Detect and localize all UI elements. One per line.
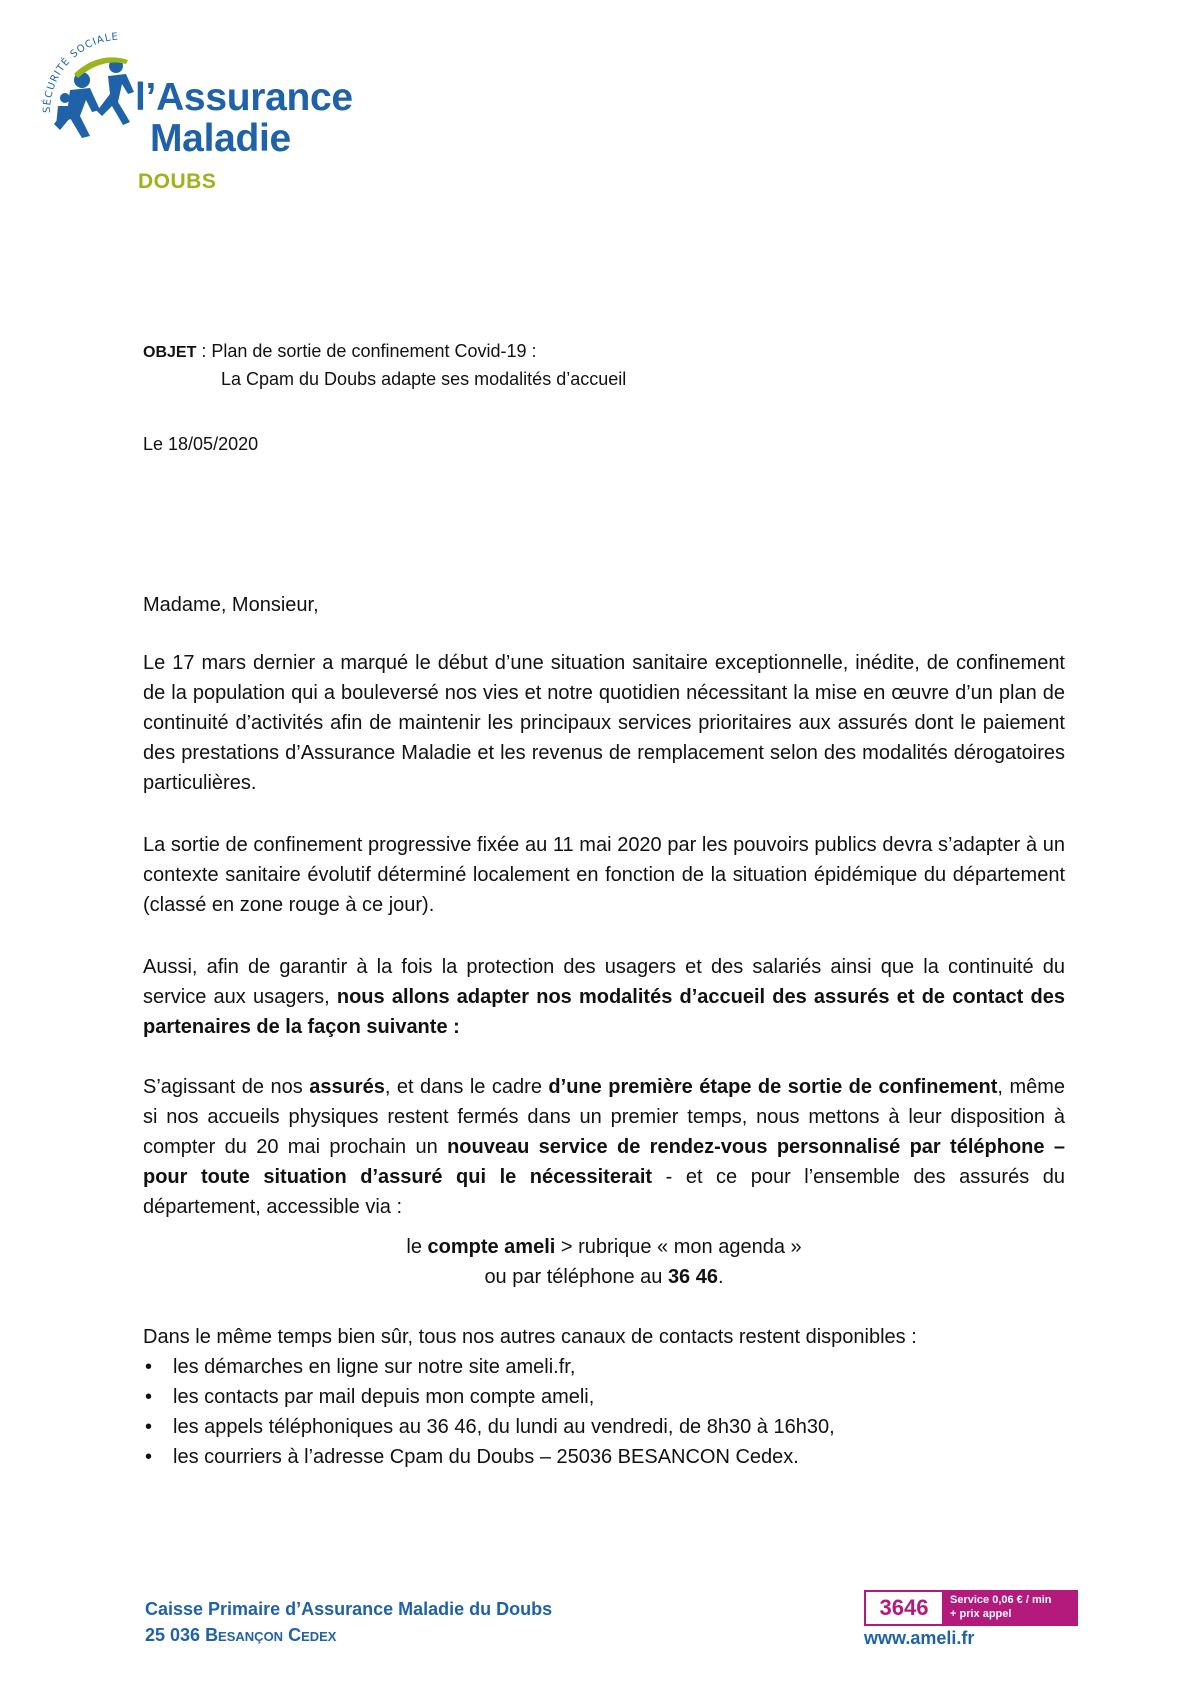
paragraph-3 <box>143 952 1065 1042</box>
paragraph-1-text: Le 17 mars dernier a marqué le début d’une situation sanitaire exceptionnelle, inédite, de confinement de la population qui a bouleversé nos vies et notre quotidien nécessitant la mise en œuvre d’un plan de continuité d’activités afin de maintenir les principaux services prioritaires aux assurés dont le paiement des prestations d’Assurance Maladie et les revenus de remplacement selon des modalités dérogatoires particulières. <box>143 652 1065 794</box>
paragraph-1 <box>143 648 1065 798</box>
paragraph-2 <box>143 830 1065 920</box>
footer-city: Besançon Cedex <box>205 1625 337 1645</box>
list-item: • les contacts par mail depuis mon compte ameli, <box>143 1382 1065 1412</box>
logo-wordmark-line2: Maladie <box>150 117 291 160</box>
salutation: Madame, Monsieur, <box>143 594 319 616</box>
p4-e: , même si nos accueils physiques restent fermés dans un premier temps, nous mettons à leur disposition à compter du 20 mai prochain un <box>143 1076 1066 1158</box>
access-l2a: ou par téléphone au <box>484 1266 668 1288</box>
footer-org: Caisse Primaire d’Assurance Maladie du Doubs <box>145 1599 553 1619</box>
channels-list <box>143 1352 1065 1472</box>
tariff-line-1: Service 0,06 € / min <box>950 1594 1052 1606</box>
paragraph-3-emphasis: nous allons adapter nos modalités d’accueil des assurés et de contact des partenaires de la façon suivante : <box>143 986 1065 1038</box>
access-info <box>143 1232 1065 1292</box>
access-line-2 <box>143 1262 1065 1292</box>
p4-g: - et ce pour l’ensemble des assurés du département, accessible via : <box>143 1166 1065 1218</box>
p4-d: d’une première étape de sortie de confinement <box>548 1076 998 1098</box>
list-item: • les appels téléphoniques au 36 46, du lundi au vendredi, de 8h30 à 16h30, <box>143 1412 1065 1442</box>
assurance-maladie-logo <box>30 18 353 208</box>
access-l1a: le <box>406 1236 428 1258</box>
access-l1b: compte ameli <box>427 1236 556 1258</box>
p4-a: S’agissant de nos <box>143 1076 310 1098</box>
logo-arc-text: SÉCURITÉ SOCIALE <box>41 31 120 114</box>
channels-intro: Dans le même temps bien sûr, tous nos autres canaux de contacts restent disponibles : <box>143 1326 917 1348</box>
phone-number: 3646 <box>864 1590 944 1626</box>
footer-city-line <box>145 1622 552 1648</box>
subject-line-1 <box>143 338 626 366</box>
p4-c: , et dans le cadre <box>384 1076 549 1098</box>
access-l1c: > rubrique « mon agenda » <box>555 1236 802 1258</box>
footer-postcode: 25 036 <box>145 1625 206 1645</box>
letter-date: Le 18/05/2020 <box>143 434 259 454</box>
subject-text-2: La Cpam du Doubs adapte ses modalités d’accueil <box>221 369 627 389</box>
access-line-1 <box>143 1232 1065 1262</box>
paragraph-4 <box>143 1072 1065 1222</box>
subject-label: OBJET <box>143 344 197 361</box>
logo-wordmark-line1: l’Assurance <box>135 76 353 119</box>
website-link[interactable]: www.ameli.fr <box>864 1628 975 1648</box>
channels-section <box>143 1322 1065 1472</box>
tariff-line-2: + prix appel <box>950 1608 1012 1620</box>
p4-b: assurés <box>309 1076 385 1098</box>
logo-region: DOUBS <box>138 170 217 193</box>
paragraph-3-text: Aussi, afin de garantir à la fois la protection des usagers et des salariés ainsi que la continuité du service aux usagers, <box>143 956 1065 1008</box>
access-l2c: . <box>718 1266 724 1288</box>
list-item: • les démarches en ligne sur notre site ameli.fr, <box>143 1352 1065 1382</box>
subject-separator: : <box>196 341 212 361</box>
subject-block <box>143 338 626 392</box>
footer-address <box>145 1596 552 1648</box>
paragraph-2-text: La sortie de confinement progressive fixée au 11 mai 2020 par les pouvoirs publics devra s’adapter à un contexte sanitaire évolutif déterminé localement en fonction de la situation épidémique du département (classé en zone rouge à ce jour). <box>143 834 1065 916</box>
subject-text-1: Plan de sortie de confinement Covid-19 : <box>211 341 537 361</box>
access-l2b: 36 46 <box>667 1266 718 1288</box>
list-item: • les courriers à l’adresse Cpam du Doubs – 25036 BESANCON Cedex. <box>143 1442 1065 1472</box>
p4-f: nouveau service de rendez-vous personnalisé par téléphone – pour toute situation d’assuré qui le nécessiterait <box>143 1136 1065 1188</box>
phone-badge <box>864 1590 1078 1626</box>
phone-tariff <box>942 1590 1078 1626</box>
